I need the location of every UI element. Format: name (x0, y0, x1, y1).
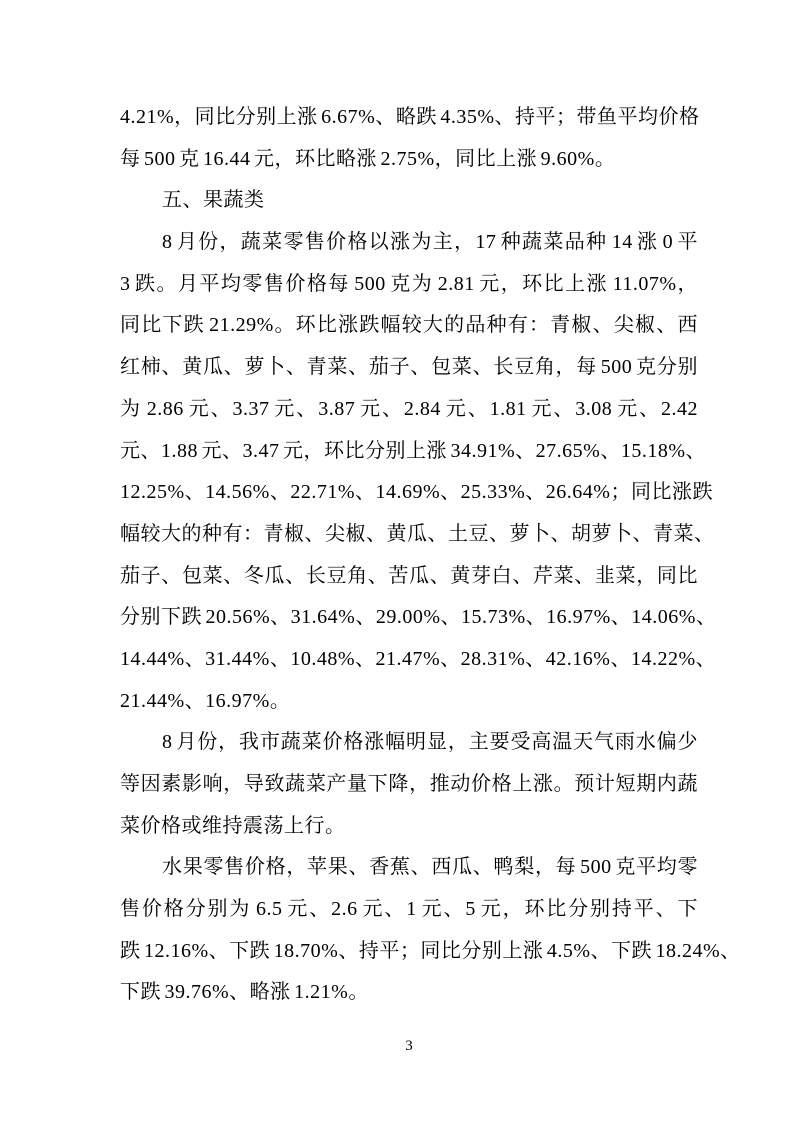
doc-line: 元、1.88 元、3.47 元，环比分别上涨 34.91%、27.65%、15.18%、 (120, 439, 706, 462)
doc-line: 售价格分别为 6.5 元、2.6 元、1 元、5 元，环比分别持平、下 (120, 898, 698, 921)
doc-line: 8 月份，我市蔬菜价格涨幅明显，主要受高温天气雨水偏少 (162, 731, 698, 754)
doc-line: 跌 12.16%、下跌 18.70%、持平；同比分别上涨 4.5%、下跌 18.24%、 (120, 939, 741, 962)
document-body (120, 97, 741, 1014)
doc-line: 水果零售价格，苹果、香蕉、西瓜、鸭梨，每 500 克平均零 (162, 856, 698, 879)
doc-line: 幅较大的种有：青椒、尖椒、黄瓜、土豆、萝卜、胡萝卜、青菜、 (120, 522, 715, 545)
doc-line: 4.21%，同比分别上涨 6.67%、略跌 4.35%、持平；带鱼平均价格 (120, 106, 700, 128)
doc-line: 14.44%、31.44%、10.48%、21.47%、28.31%、42.16%、14.22%、 (120, 647, 717, 670)
doc-line: 分别下跌 20.56%、31.64%、29.00%、15.73%、16.97%、14.06%、 (120, 606, 717, 629)
doc-line: 3 跌。月平均零售价格每 500 克为 2.81 元，环比上涨 11.07%， (120, 272, 698, 295)
section-heading-fruits-vegetables: 五、果蔬类 (162, 189, 265, 212)
doc-line: 每 500 克 16.44 元，环比略涨 2.75%，同比上涨 9.60%。 (120, 147, 616, 170)
doc-line: 红柿、黄瓜、萝卜、青菜、茄子、包菜、长豆角，每 500 克分别 (120, 356, 698, 379)
doc-line: 为 2.86 元、3.37 元、3.87 元、2.84 元、1.81 元、3.08 元、2.42 (120, 397, 698, 420)
doc-line: 下跌 39.76%、略涨 1.21%。 (120, 981, 369, 1004)
doc-line: 8 月份，蔬菜零售价格以涨为主，17 种蔬菜品种 14 涨 0 平 (162, 231, 698, 254)
doc-line: 21.44%、16.97%。 (120, 689, 291, 712)
doc-line: 等因素影响，导致蔬菜产量下降，推动价格上涨。预计短期内蔬 (120, 773, 698, 795)
doc-line: 12.25%、14.56%、22.71%、14.69%、25.33%、26.64%；同比涨跌 (120, 481, 713, 504)
page-number: 3 (405, 1038, 413, 1054)
doc-line: 菜价格或维持震荡上行。 (120, 814, 346, 837)
doc-line: 同比下跌 21.29%。环比涨跌幅较大的品种有：青椒、尖椒、西 (120, 314, 698, 337)
doc-line: 茄子、包菜、冬瓜、长豆角、苦瓜、黄芽白、芹菜、韭菜，同比 (120, 564, 698, 587)
